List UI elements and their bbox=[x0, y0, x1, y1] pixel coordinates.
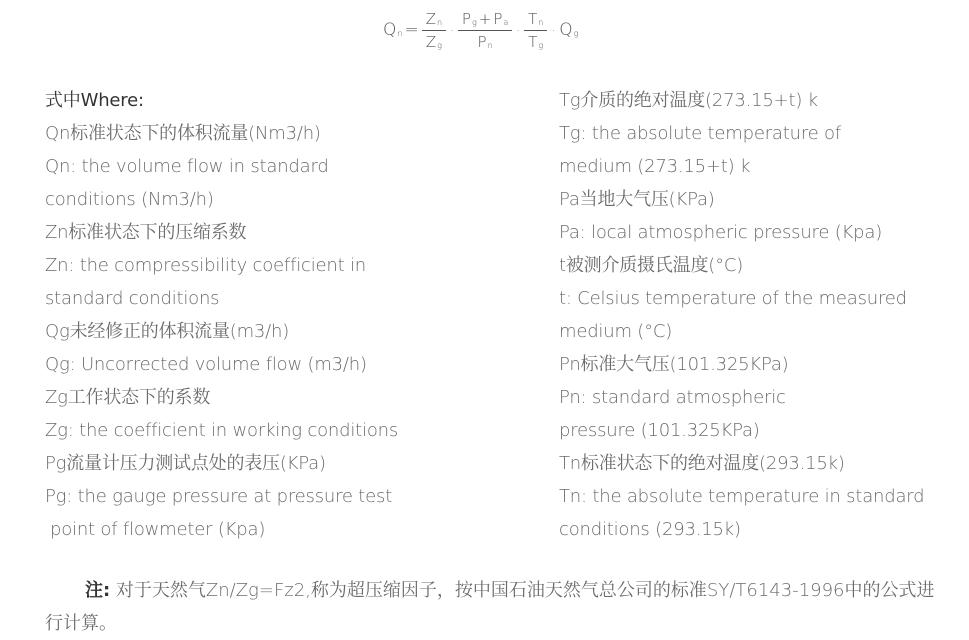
definition-line: t: Celsius temperature of the measured bbox=[559, 288, 907, 309]
formula-subscript: n bbox=[397, 29, 403, 38]
fraction-numerator bbox=[422, 8, 446, 30]
definition-line: Qg: Uncorrected volume flow (m3/h) bbox=[45, 354, 367, 375]
definition-line: Tg: the absolute temperature of bbox=[559, 123, 841, 144]
formula-subscript: a bbox=[503, 17, 509, 27]
formula-operator: + bbox=[478, 9, 492, 28]
formula-symbol: T bbox=[528, 9, 538, 28]
right-definitions-column bbox=[559, 84, 959, 546]
fraction-denominator bbox=[474, 31, 497, 53]
note-text: 对于天然气Zn/Zg=Fz2,称为超压缩因子，按中国石油天然气总公司的标准SY/T6143-1996中的公式进行计算。 bbox=[45, 580, 935, 634]
fraction-z bbox=[422, 8, 446, 53]
definition-line: Zg工作状态下的系数 bbox=[45, 387, 211, 408]
definition-line: Tg介质的绝对温度(273.15+t) k bbox=[559, 90, 818, 111]
multiply-dot: · bbox=[516, 24, 521, 38]
formula-symbol: P bbox=[461, 9, 471, 28]
definition-line: Pn: standard atmospheric bbox=[559, 387, 786, 408]
definition-line: Qg未经修正的体积流量(m3/h) bbox=[45, 321, 290, 342]
definition-line: medium (273.15+t) k bbox=[559, 156, 751, 177]
definition-line: Pa当地大气压(KPa) bbox=[559, 189, 715, 210]
formula-subscript: n bbox=[487, 40, 493, 50]
formula-subscript: g bbox=[573, 29, 579, 38]
formula-symbol: T bbox=[528, 32, 538, 51]
definition-line: pressure (101.325KPa) bbox=[559, 420, 760, 441]
definition-line: point of flowmeter (Kpa) bbox=[50, 519, 266, 540]
formula-subscript: g bbox=[538, 40, 544, 50]
definition-line: Zg: the coefficient in working conditions bbox=[45, 420, 399, 441]
formula-symbol: Z bbox=[425, 9, 436, 28]
formula-subscript: g bbox=[471, 17, 477, 27]
fraction-numerator bbox=[524, 8, 547, 30]
formula-subscript: g bbox=[437, 40, 442, 50]
formula-lhs bbox=[383, 20, 402, 40]
definition-line: Tn标准状态下的绝对温度(293.15k) bbox=[559, 453, 845, 474]
note-label: 注: bbox=[85, 580, 111, 601]
definition-line: Tn: the absolute temperature in standard bbox=[559, 486, 925, 507]
formula-symbol: Z bbox=[425, 32, 437, 51]
definition-line: Pn标准大气压(101.325KPa) bbox=[559, 354, 789, 375]
formula-symbol: P bbox=[493, 9, 503, 28]
definition-line: Zn标准状态下的压缩系数 bbox=[45, 222, 247, 243]
formula-subscript: n bbox=[437, 17, 443, 27]
fraction-t bbox=[524, 8, 547, 53]
flow-formula bbox=[383, 4, 578, 56]
definition-line: t被测介质摄氏温度(°C) bbox=[559, 255, 744, 276]
formula-equals: = bbox=[404, 20, 419, 40]
definition-line: medium (°C) bbox=[559, 321, 673, 342]
fraction-denominator bbox=[524, 31, 547, 53]
fraction-numerator bbox=[458, 8, 512, 30]
definition-line: Zn: the compressibility coefficient in bbox=[45, 255, 366, 276]
multiply-dot: · bbox=[450, 24, 454, 38]
formula-rhs bbox=[559, 20, 578, 40]
formula-symbol: P bbox=[477, 32, 487, 51]
multiply-dot: · bbox=[551, 24, 556, 38]
definition-line: Qn标准状态下的体积流量(Nm3/h) bbox=[45, 123, 321, 144]
definition-line: conditions (293.15k) bbox=[559, 519, 741, 540]
fraction-denominator bbox=[422, 31, 446, 53]
definition-line: conditions (Nm3/h) bbox=[45, 189, 214, 210]
formula-subscript: n bbox=[538, 17, 544, 27]
where-heading: 式中Where: bbox=[45, 90, 144, 111]
formula-symbol: Q bbox=[559, 20, 573, 40]
fraction-p bbox=[458, 8, 512, 53]
definition-line: Pg流量计压力测试点处的表压(KPa) bbox=[45, 453, 326, 474]
formula-symbol: Q bbox=[383, 20, 397, 40]
definition-line: Pa: local atmospheric pressure (Kpa) bbox=[559, 222, 883, 243]
definition-line: Qn: the volume flow in standard bbox=[45, 156, 329, 177]
left-definitions-column bbox=[45, 84, 465, 546]
definition-line: Pg: the gauge pressure at pressure test bbox=[45, 486, 393, 507]
definition-line: standard conditions bbox=[45, 288, 220, 309]
footnote bbox=[45, 574, 945, 640]
